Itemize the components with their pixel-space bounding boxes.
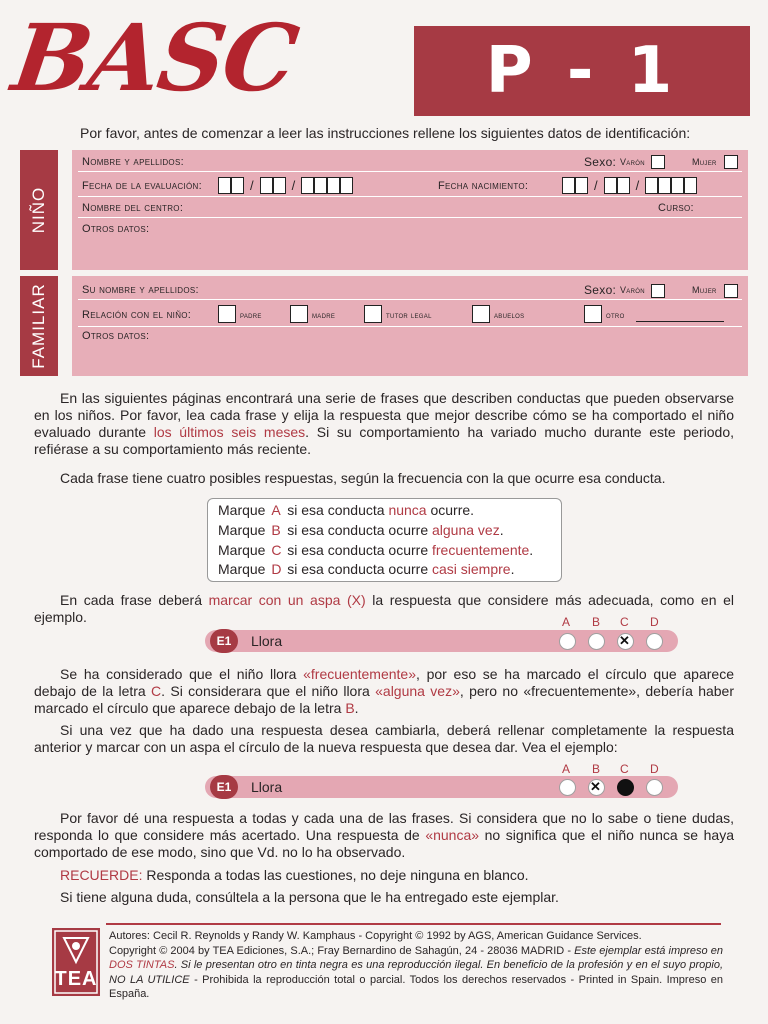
example1-text: Llora — [251, 633, 283, 649]
familiar-section-tab: FAMILIAR — [20, 276, 58, 376]
instructions-paragraph-2: Cada frase tiene cuatro posibles respuestas, según la frecuencia con la que ocurre esa conducta. — [60, 470, 666, 486]
example1-option-c-marked[interactable] — [617, 633, 634, 650]
example2-badge: E1 — [210, 775, 238, 799]
nino-panel — [72, 150, 748, 270]
recuerde-line: RECUERDE: Responda a todas las cuestiones, no deje ninguna en blanco. — [60, 867, 529, 883]
nino-mujer-label: Mujer — [692, 157, 717, 167]
instructions-paragraph-7: Si tiene alguna duda, consúltela a la persona que le ha entregado este ejemplar. — [60, 889, 559, 905]
nino-fecha-eval-label: Fecha de la evaluación: — [82, 180, 202, 192]
familiar-otros-label: Otros datos: — [82, 330, 150, 342]
familiar-relacion-label: Relación con el niño: — [82, 309, 192, 321]
example2-letter-d: D — [650, 762, 659, 776]
nino-mujer-checkbox[interactable] — [724, 155, 738, 169]
relacion-otro-label: otro — [606, 310, 625, 320]
relacion-madre-checkbox[interactable] — [290, 305, 308, 323]
relacion-padre-checkbox[interactable] — [218, 305, 236, 323]
example2-letter-c: C — [620, 762, 629, 776]
relacion-abuelos-checkbox[interactable] — [472, 305, 490, 323]
relacion-madre-label: madre — [312, 310, 336, 320]
relacion-abuelos-label: abuelos — [494, 310, 525, 320]
example1-letter-d: D — [650, 615, 659, 629]
familiar-mujer-label: Mujer — [692, 285, 717, 295]
intro-text: Por favor, antes de comenzar a leer las instrucciones rellene los siguientes datos de identificación: — [80, 125, 691, 141]
instructions-paragraph-1: En las siguientes páginas encontrará una serie de frases que describen conductas que pueden observarse en los niños. Por favor, lea cada frase y elija la respuesta que mejor describe cómo se ha comportado el niño evaluado durante los últimos seis meses. Si su comportamiento ha variado mucho durante este periodo, refiérase a su comportamiento más reciente. — [34, 390, 734, 457]
nino-varon-label: Varón — [620, 157, 645, 167]
nino-sexo-label: Sexo: — [584, 155, 617, 169]
nino-section-tab: NIÑO — [20, 150, 58, 270]
relacion-padre-label: padre — [240, 310, 262, 320]
instructions-paragraph-3: En cada frase deberá marcar con un aspa (X) la respuesta que considere más adecuada, como en el ejemplo. — [34, 592, 734, 625]
nino-fecha-eval-input[interactable]: / / — [218, 177, 353, 195]
footer-rule — [106, 923, 721, 925]
nino-centro-label: Nombre del centro: — [82, 202, 184, 214]
example2-option-b-marked[interactable] — [588, 779, 605, 796]
example2-option-a[interactable] — [559, 779, 576, 796]
nino-fecha-nac-input[interactable]: / / — [562, 177, 697, 195]
nino-varon-checkbox[interactable] — [651, 155, 665, 169]
example1-option-a[interactable] — [559, 633, 576, 650]
footer-copyright: Autores: Cecil R. Reynolds y Randy W. Kamphaus - Copyright © 1992 by AGS, American Guidance Services. Copyright © 2004 by TEA Ediciones, S.A.; Fray Bernardino de Sahagún, 24 - 28036 MADRID - Este ejemplar está impreso en DOS TINTAS. Si le presentan otro en tinta negra es una reproducción ilegal. En beneficio de la profesión y en el suyo propio, NO LA UTILICE - Prohibida la reproducción total o parcial. Todos los derechos reservados - Printed in Spain. Impreso en España. — [109, 930, 723, 1000]
example1-option-d[interactable] — [646, 633, 663, 650]
relacion-otro-line[interactable] — [636, 321, 724, 322]
tea-logo — [52, 928, 100, 996]
relacion-tutor-checkbox[interactable] — [364, 305, 382, 323]
nino-fecha-nac-label: Fecha nacimiento: — [438, 180, 529, 192]
example1-badge: E1 — [210, 629, 238, 653]
familiar-name-label: Su nombre y apellidos: — [82, 284, 199, 296]
nino-otros-label: Otros datos: — [82, 223, 150, 235]
familiar-sexo-label: Sexo: — [584, 283, 617, 297]
familiar-panel — [72, 276, 748, 376]
tea-logo-text: TEA — [54, 968, 98, 990]
example2-letter-b: B — [592, 762, 601, 776]
example2-text: Llora — [251, 779, 283, 795]
example1-row — [205, 630, 678, 652]
example2-row — [205, 776, 678, 798]
familiar-varon-label: Varón — [620, 285, 645, 295]
nino-curso-label: Curso: — [658, 202, 694, 214]
example2-letter-a: A — [562, 762, 571, 776]
legend-row-a: Marque A si esa conducta nunca ocurre. — [218, 502, 475, 518]
basc-logo: BASC — [6, 4, 303, 112]
response-legend — [207, 498, 562, 582]
example2-option-d[interactable] — [646, 779, 663, 796]
instructions-paragraph-4: Se ha considerado que el niño llora «frecuentemente», por eso se ha marcado el círculo que aparece debajo de la letra C. Si considerara que el niño llora «alguna vez», pero no «frecuentemente», debería haber marcado el círculo que aparece debajo de la letra B. — [34, 666, 734, 716]
familiar-varon-checkbox[interactable] — [651, 284, 665, 298]
familiar-mujer-checkbox[interactable] — [724, 284, 738, 298]
example1-option-b[interactable] — [588, 633, 605, 650]
legend-row-c: Marque C si esa conducta ocurre frecuentemente. — [218, 542, 534, 558]
instructions-paragraph-6: Por favor dé una respuesta a todas y cada una de las frases. Si considera que no lo sabe o tiene dudas, responda lo que considere más acertado. Una respuesta de «nunca» no significa que el niño nunca se haya comportado de ese modo, sino que Vd. no lo ha observado. — [34, 810, 735, 860]
example1-letter-c: C — [620, 615, 629, 629]
relacion-otro-checkbox[interactable] — [584, 305, 602, 323]
example2-option-c-filled[interactable] — [617, 779, 634, 796]
legend-row-d: Marque D si esa conducta ocurre casi siempre. — [218, 561, 515, 577]
form-code: P - 1 — [414, 26, 750, 116]
example1-letter-a: A — [562, 615, 571, 629]
legend-row-b: Marque B si esa conducta ocurre alguna vez. — [218, 522, 504, 538]
nino-name-label: Nombre y apellidos: — [82, 156, 184, 168]
instructions-paragraph-5: Si una vez que ha dado una respuesta desea cambiarla, deberá rellenar completamente la respuesta anterior y marcar con un aspa el círculo de la nueva respuesta que desea dar. Vea el ejemplo: — [34, 722, 734, 755]
relacion-tutor-label: tutor legal — [386, 310, 432, 320]
example1-letter-b: B — [592, 615, 601, 629]
